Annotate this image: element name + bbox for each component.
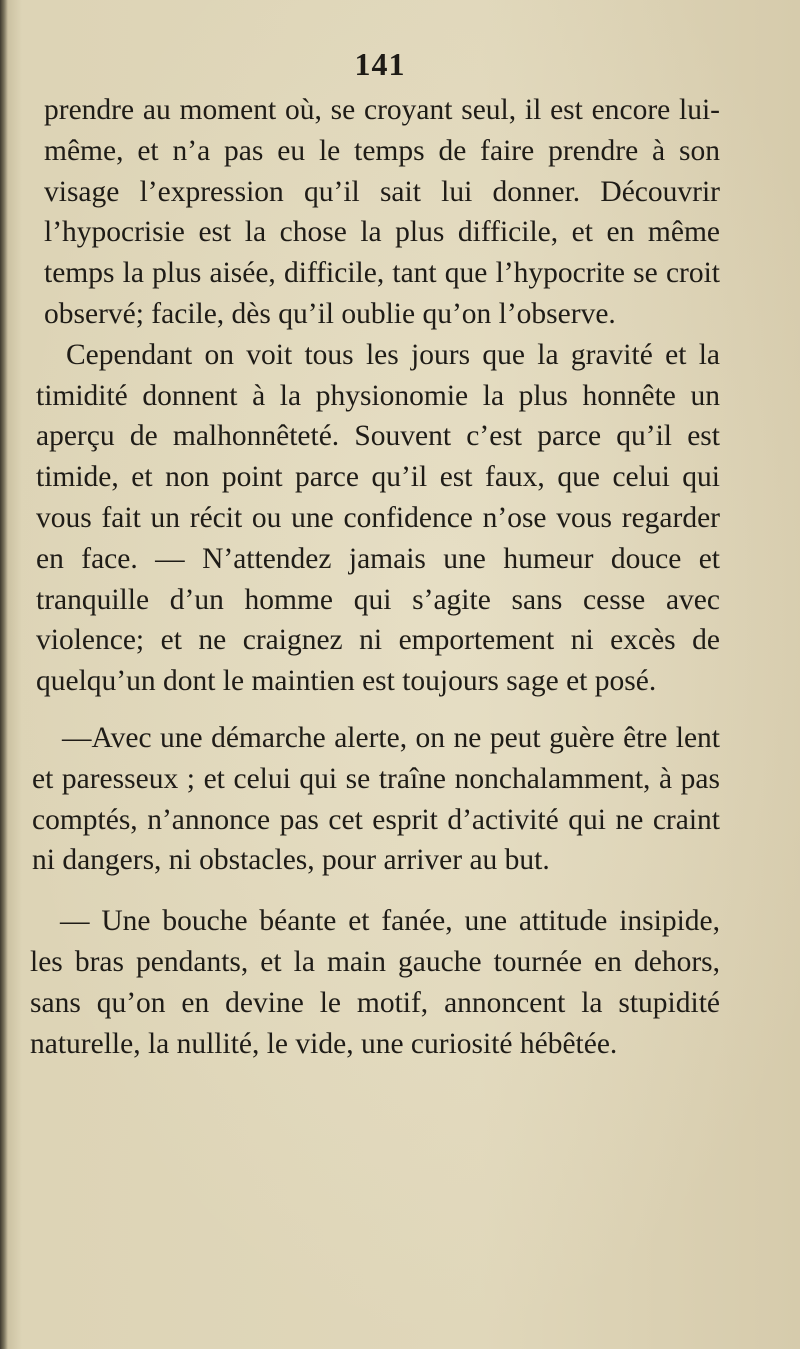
binding-edge	[0, 0, 8, 1349]
paragraph: Cependant on voit tous les jours que la gravité et la timidité donnent à la physionomie la plus honnête un aperçu de malhonnêteté. Souvent c’est parce qu’il est timide, et non point parce qu’il est faux, que celui qui vous fait un récit ou une confidence n’ose vous regarder en face. — N’attendez jamais une humeur douce et tranquille d’un homme qui s’agite sans cesse avec violence; et ne craignez ni emportement ni excès de quelqu’un dont le maintien est toujours sage et posé.	[36, 338, 720, 698]
page-number: 141	[354, 46, 406, 82]
paragraph: —Avec une démarche alerte, on ne peut guère être lent et paresseux ; et celui qui se traîne nonchalamment, à pas comptés, n’annonce pas cet esprit d’activité qui ne craint ni dangers, ni obstacles, pour arriver au but.	[32, 721, 720, 877]
paragraph: prendre au moment où, se croyant seul, il est encore lui-même, et n’a pas eu le temps de faire prendre à son visage l’expression qu’il sait lui donner. Découvrir l’hypocrisie est la chose la plus difficile, et en même temps la plus aisée, difficile, tant que l’hypocrite se croit observé; facile, dès qu’il oublie qu’on l’observe.	[44, 94, 720, 330]
body-text	[30, 90, 720, 1064]
paragraph: — Une bouche béante et fanée, une attitude insipide, les bras pendants, et la main gauche tournée en dehors, sans qu’on en devine le motif, annoncent la stupidité naturelle, la nullité, le vide, une curiosité hébêtée.	[30, 905, 720, 1060]
